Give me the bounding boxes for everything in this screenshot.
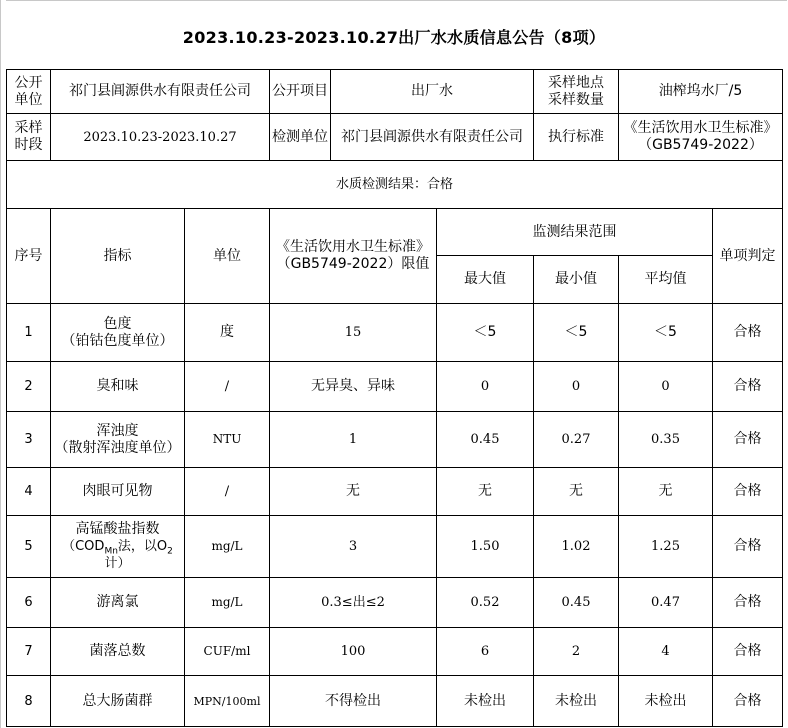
cell-max[interactable]: 未检出 xyxy=(437,676,534,727)
water-quality-table xyxy=(6,69,783,727)
cell-limit[interactable]: 无 xyxy=(270,468,437,516)
header-row-1 xyxy=(7,209,783,256)
cell-limit[interactable]: 1 xyxy=(270,412,437,468)
cell-min[interactable]: 0 xyxy=(534,362,619,412)
standard-value[interactable]: 《生活饮用水卫生标准》 （GB5749-2022） xyxy=(619,114,783,161)
cell-indicator[interactable]: 臭和味 xyxy=(51,362,185,412)
cell-seq[interactable]: 1 xyxy=(7,304,51,362)
table-row xyxy=(7,516,783,578)
cell-verdict[interactable]: 合格 xyxy=(713,516,783,578)
cell-avg[interactable]: 1.25 xyxy=(619,516,713,578)
publish-item-value[interactable]: 出厂水 xyxy=(331,70,534,114)
cell-unit[interactable]: NTU xyxy=(185,412,270,468)
cell-seq[interactable]: 8 xyxy=(7,676,51,727)
header-seq[interactable]: 序号 xyxy=(7,209,51,304)
cell-max[interactable]: 1.50 xyxy=(437,516,534,578)
publish-unit-value[interactable]: 祁门县阊源供水有限责任公司 xyxy=(51,70,270,114)
table-row xyxy=(7,304,783,362)
cell-unit[interactable]: mg/L xyxy=(185,516,270,578)
cell-max[interactable]: 0.45 xyxy=(437,412,534,468)
cell-indicator[interactable]: 肉眼可见物 xyxy=(51,468,185,516)
header-range[interactable]: 监测结果范围 xyxy=(437,209,713,256)
cell-indicator[interactable]: 色度 （铂钴色度单位） xyxy=(51,304,185,362)
cell-limit[interactable]: 3 xyxy=(270,516,437,578)
publish-unit-label[interactable]: 公开 单位 xyxy=(7,70,51,114)
result-banner-row xyxy=(7,161,783,209)
cell-avg[interactable]: 0 xyxy=(619,362,713,412)
table-row xyxy=(7,676,783,727)
cell-min[interactable]: 未检出 xyxy=(534,676,619,727)
publish-item-label[interactable]: 公开项目 xyxy=(270,70,331,114)
grid-line-top xyxy=(6,0,787,1)
cell-min[interactable]: 0.45 xyxy=(534,578,619,628)
cell-max[interactable]: 无 xyxy=(437,468,534,516)
sample-site-label[interactable]: 采样地点 采样数量 xyxy=(534,70,619,114)
cell-limit[interactable]: 15 xyxy=(270,304,437,362)
cell-limit[interactable]: 100 xyxy=(270,628,437,676)
cell-verdict[interactable]: 合格 xyxy=(713,578,783,628)
cell-max[interactable]: 0.52 xyxy=(437,578,534,628)
cell-min[interactable]: 2 xyxy=(534,628,619,676)
cell-indicator[interactable]: 总大肠菌群 xyxy=(51,676,185,727)
cell-indicator[interactable]: 游离氯 xyxy=(51,578,185,628)
cell-unit[interactable]: MPN/100ml xyxy=(185,676,270,727)
info-row-2 xyxy=(7,114,783,161)
cell-verdict[interactable]: 合格 xyxy=(713,412,783,468)
table-row xyxy=(7,578,783,628)
cell-limit[interactable]: 无异臭、异味 xyxy=(270,362,437,412)
cell-unit[interactable]: / xyxy=(185,362,270,412)
notice-title: 2023.10.23-2023.10.27出厂水水质信息公告（8项） xyxy=(182,27,606,47)
cell-verdict[interactable]: 合格 xyxy=(713,468,783,516)
cell-seq[interactable]: 7 xyxy=(7,628,51,676)
table-row xyxy=(7,628,783,676)
header-limit[interactable]: 《生活饮用水卫生标准》 （GB5749-2022）限值 xyxy=(270,209,437,304)
cell-min[interactable]: 0.27 xyxy=(534,412,619,468)
cell-max[interactable]: 6 xyxy=(437,628,534,676)
cell-max[interactable]: ＜5 xyxy=(437,304,534,362)
cell-limit[interactable]: 0.3≤出≤2 xyxy=(270,578,437,628)
cell-indicator[interactable]: 浑浊度 （散射浑浊度单位） xyxy=(51,412,185,468)
cell-avg[interactable]: 0.47 xyxy=(619,578,713,628)
cell-seq[interactable]: 2 xyxy=(7,362,51,412)
cell-unit[interactable]: / xyxy=(185,468,270,516)
cell-avg[interactable]: 无 xyxy=(619,468,713,516)
sample-site-value[interactable]: 油榨坞水厂/5 xyxy=(619,70,783,114)
cell-unit[interactable]: CUF/ml xyxy=(185,628,270,676)
cell-indicator[interactable]: 菌落总数 xyxy=(51,628,185,676)
header-min[interactable]: 最小值 xyxy=(534,256,619,304)
table-row xyxy=(7,412,783,468)
cell-avg[interactable]: 未检出 xyxy=(619,676,713,727)
standard-label[interactable]: 执行标准 xyxy=(534,114,619,161)
cell-seq[interactable]: 5 xyxy=(7,516,51,578)
cell-seq[interactable]: 3 xyxy=(7,412,51,468)
grid-line-left xyxy=(0,0,1,728)
cell-min[interactable]: 1.02 xyxy=(534,516,619,578)
result-banner[interactable]: 水质检测结果：合格 xyxy=(7,161,783,209)
cell-max[interactable]: 0 xyxy=(437,362,534,412)
test-unit-label[interactable]: 检测单位 xyxy=(270,114,331,161)
cell-unit[interactable]: 度 xyxy=(185,304,270,362)
header-indicator[interactable]: 指标 xyxy=(51,209,185,304)
cell-seq[interactable]: 4 xyxy=(7,468,51,516)
cell-min[interactable]: 无 xyxy=(534,468,619,516)
cell-verdict[interactable]: 合格 xyxy=(713,628,783,676)
table-row xyxy=(7,468,783,516)
sample-period-label[interactable]: 采样 时段 xyxy=(7,114,51,161)
cell-seq[interactable]: 6 xyxy=(7,578,51,628)
table-row xyxy=(7,362,783,412)
info-row-1 xyxy=(7,70,783,114)
test-unit-value[interactable]: 祁门县阊源供水有限责任公司 xyxy=(331,114,534,161)
header-avg[interactable]: 平均值 xyxy=(619,256,713,304)
cell-avg[interactable]: 0.35 xyxy=(619,412,713,468)
cell-verdict[interactable]: 合格 xyxy=(713,304,783,362)
cell-avg[interactable]: ＜5 xyxy=(619,304,713,362)
cell-limit[interactable]: 不得检出 xyxy=(270,676,437,727)
cell-unit[interactable]: mg/L xyxy=(185,578,270,628)
cell-min[interactable]: ＜5 xyxy=(534,304,619,362)
header-unit[interactable]: 单位 xyxy=(185,209,270,304)
header-verdict[interactable]: 单项判定 xyxy=(713,209,783,304)
sample-period-value[interactable]: 2023.10.23-2023.10.27 xyxy=(51,114,270,161)
header-max[interactable]: 最大值 xyxy=(437,256,534,304)
cell-verdict[interactable]: 合格 xyxy=(713,362,783,412)
cell-indicator[interactable]: 高锰酸盐指数 （$COD_{Mn}$法，以$O_2$计） xyxy=(51,516,185,578)
cell-verdict[interactable]: 合格 xyxy=(713,676,783,727)
cell-avg[interactable]: 4 xyxy=(619,628,713,676)
